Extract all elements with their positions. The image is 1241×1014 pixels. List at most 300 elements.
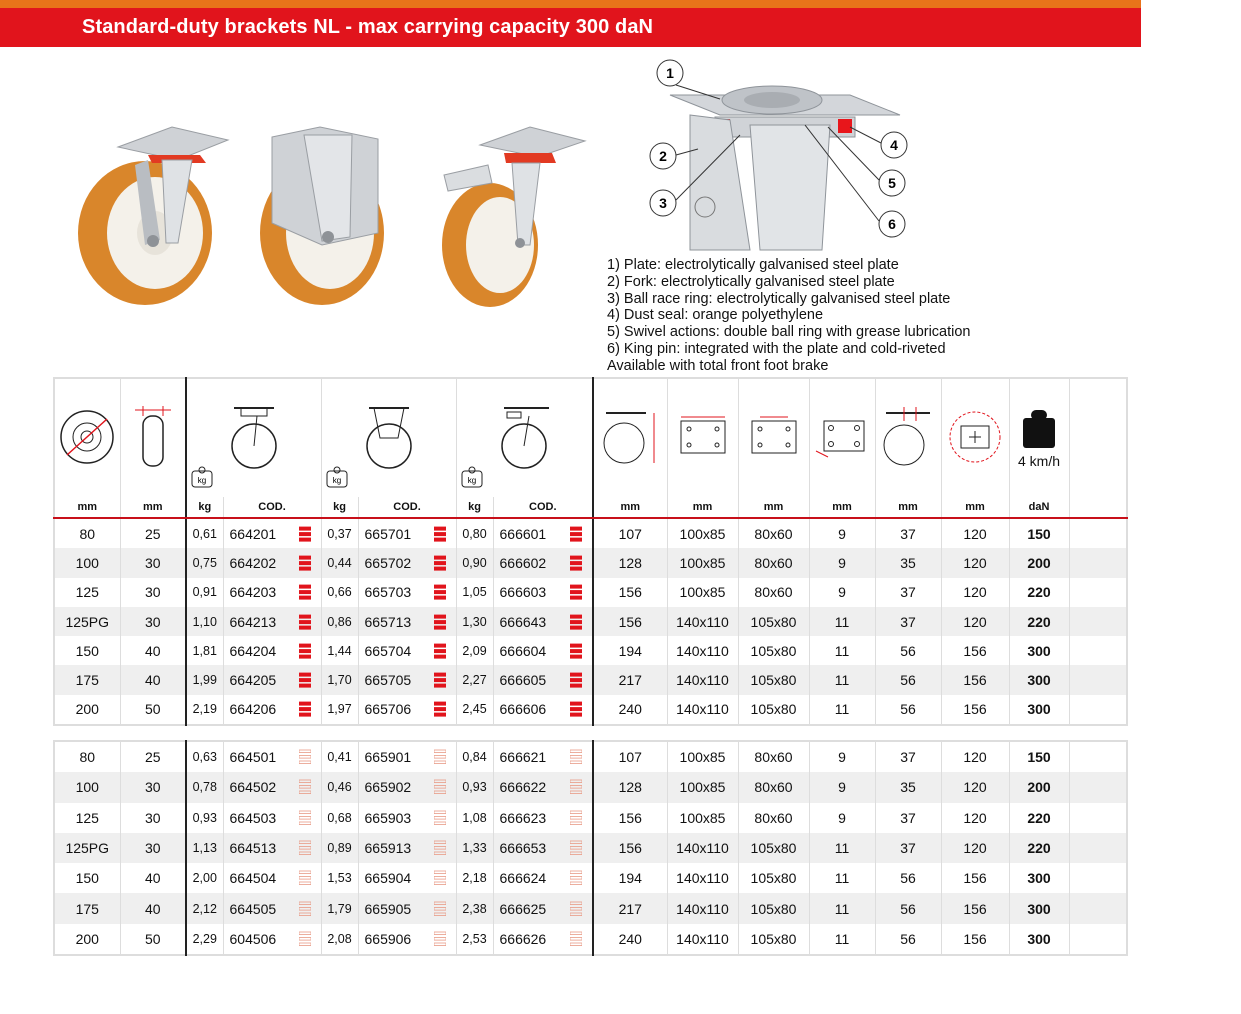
table-cell: 0,41 bbox=[321, 741, 358, 772]
table-cell bbox=[493, 518, 593, 548]
zinc-plated-marker-icon bbox=[570, 614, 582, 630]
unit: mm bbox=[738, 497, 809, 518]
table-cell: 156 bbox=[941, 665, 1009, 694]
table-row bbox=[54, 772, 1127, 802]
table-cell: 150 bbox=[1009, 518, 1069, 548]
table-cell: 105x80 bbox=[738, 924, 809, 955]
diagram-callout-1 bbox=[657, 60, 683, 86]
table-cell: 0,80 bbox=[456, 518, 493, 548]
stainless-marker-icon bbox=[299, 870, 311, 886]
table-cell: 217 bbox=[593, 665, 667, 694]
svg-text:2: 2 bbox=[659, 148, 667, 164]
plate-size-icon bbox=[667, 378, 738, 497]
unit: COD. bbox=[358, 497, 456, 518]
unit: daN bbox=[1009, 497, 1069, 518]
zinc-plated-marker-icon bbox=[570, 526, 582, 542]
table-cell: 80x60 bbox=[738, 803, 809, 833]
table-cell: 220 bbox=[1009, 607, 1069, 636]
product-code: 665713 bbox=[364, 613, 412, 630]
table-row bbox=[54, 636, 1127, 665]
table-cell: 105x80 bbox=[738, 636, 809, 665]
unit: mm bbox=[54, 497, 120, 518]
swivel-brake-castor-photo bbox=[442, 127, 585, 307]
table-cell: 0,89 bbox=[321, 833, 358, 863]
stainless-marker-icon bbox=[299, 779, 311, 795]
table-row bbox=[54, 803, 1127, 833]
svg-text:kg: kg bbox=[332, 476, 341, 485]
stainless-marker-icon bbox=[299, 840, 311, 856]
table-cell: 156 bbox=[593, 803, 667, 833]
table-cell bbox=[358, 518, 456, 548]
table-row bbox=[54, 518, 1127, 548]
legend-item: 4) Dust seal: orange polyethylene bbox=[607, 307, 824, 324]
table-cell: 0,90 bbox=[456, 548, 493, 577]
table-cell bbox=[223, 772, 321, 802]
table-cell: 2,08 bbox=[321, 924, 358, 955]
table-cell: 300 bbox=[1009, 636, 1069, 665]
overall-height-icon bbox=[593, 378, 667, 497]
table-cell bbox=[493, 665, 593, 694]
unit: mm bbox=[875, 497, 941, 518]
table-cell: 30 bbox=[120, 803, 186, 833]
table-row bbox=[54, 833, 1127, 863]
table-cell: 140x110 bbox=[667, 833, 738, 863]
product-code: 664513 bbox=[229, 840, 277, 857]
table-cell: 156 bbox=[941, 636, 1009, 665]
stainless-marker-icon bbox=[434, 931, 446, 947]
table-cell: 220 bbox=[1009, 578, 1069, 607]
table-cell-empty bbox=[1069, 924, 1127, 955]
table-cell-empty bbox=[1069, 833, 1127, 863]
table-cell: 80x60 bbox=[738, 518, 809, 548]
stainless-marker-icon bbox=[299, 931, 311, 947]
table-cell bbox=[223, 607, 321, 636]
legend-item: 5) Swivel actions: double ball ring with grease lubrication bbox=[607, 324, 971, 341]
product-code: 664501 bbox=[229, 749, 277, 766]
table-cell: 100x85 bbox=[667, 548, 738, 577]
table-cell: 120 bbox=[941, 578, 1009, 607]
bolt-hole-diameter-icon bbox=[809, 378, 875, 497]
table-cell: 80x60 bbox=[738, 772, 809, 802]
svg-text:4: 4 bbox=[890, 137, 898, 153]
product-code: 664203 bbox=[229, 584, 277, 601]
product-code: 665706 bbox=[364, 701, 412, 718]
table-cell: 0,37 bbox=[321, 518, 358, 548]
table-cell bbox=[493, 636, 593, 665]
table-cell: 128 bbox=[593, 548, 667, 577]
table-cell bbox=[493, 607, 593, 636]
table-cell: 11 bbox=[809, 636, 875, 665]
table-cell: 2,18 bbox=[456, 863, 493, 893]
table-cell: 11 bbox=[809, 833, 875, 863]
table-cell: 220 bbox=[1009, 833, 1069, 863]
swivel-radius-icon bbox=[941, 378, 1009, 497]
product-code: 665913 bbox=[364, 840, 412, 857]
table-cell: 100 bbox=[54, 772, 120, 802]
table-cell: 240 bbox=[593, 924, 667, 955]
table-cell: 150 bbox=[54, 863, 120, 893]
table-cell: 2,53 bbox=[456, 924, 493, 955]
table-cell bbox=[223, 833, 321, 863]
table-row bbox=[54, 863, 1127, 893]
product-code: 665705 bbox=[364, 672, 412, 689]
table-cell: 2,00 bbox=[186, 863, 223, 893]
table-cell: 120 bbox=[941, 518, 1009, 548]
table-cell: 2,09 bbox=[456, 636, 493, 665]
table-cell bbox=[223, 803, 321, 833]
table-cell: 30 bbox=[120, 833, 186, 863]
product-code: 666602 bbox=[499, 554, 547, 571]
table-cell: 1,99 bbox=[186, 665, 223, 694]
page-title: Standard-duty brackets NL - max carrying capacity 300 daN bbox=[82, 16, 654, 38]
table-cell: 30 bbox=[120, 607, 186, 636]
table-cell bbox=[493, 803, 593, 833]
spec-table-second bbox=[53, 740, 1128, 956]
empty-header-cell bbox=[1069, 378, 1127, 497]
stainless-marker-icon bbox=[434, 870, 446, 886]
table-row bbox=[54, 578, 1127, 607]
table-cell: 1,10 bbox=[186, 607, 223, 636]
table-cell-empty bbox=[1069, 772, 1127, 802]
table-cell-empty bbox=[1069, 741, 1127, 772]
table-cell: 56 bbox=[875, 924, 941, 955]
product-code: 665701 bbox=[364, 525, 412, 542]
diagram-callout-3 bbox=[650, 190, 676, 216]
table-cell: 9 bbox=[809, 772, 875, 802]
table-cell bbox=[223, 924, 321, 955]
table-cell: 37 bbox=[875, 578, 941, 607]
table-cell: 107 bbox=[593, 518, 667, 548]
table-cell: 9 bbox=[809, 741, 875, 772]
stainless-marker-icon bbox=[434, 901, 446, 917]
product-code: 666603 bbox=[499, 584, 547, 601]
table-cell: 240 bbox=[593, 695, 667, 725]
table-cell: 25 bbox=[120, 741, 186, 772]
fixed-castor-photo bbox=[260, 127, 384, 305]
table-cell: 194 bbox=[593, 636, 667, 665]
table-cell-empty bbox=[1069, 578, 1127, 607]
table-row bbox=[54, 548, 1127, 577]
table-cell bbox=[493, 695, 593, 725]
table-cell: 156 bbox=[941, 695, 1009, 725]
table-cell: 200 bbox=[54, 924, 120, 955]
table-row bbox=[54, 741, 1127, 772]
table-cell: 40 bbox=[120, 636, 186, 665]
table-cell bbox=[358, 695, 456, 725]
table-cell: 9 bbox=[809, 518, 875, 548]
zinc-plated-marker-icon bbox=[299, 672, 311, 688]
table-cell: 120 bbox=[941, 772, 1009, 802]
table-cell: 50 bbox=[120, 695, 186, 725]
stainless-marker-icon bbox=[434, 840, 446, 856]
table-cell: 40 bbox=[120, 893, 186, 923]
zinc-plated-marker-icon bbox=[434, 643, 446, 659]
table-cell bbox=[493, 833, 593, 863]
unit: mm bbox=[941, 497, 1009, 518]
wheel-width-icon bbox=[120, 378, 186, 497]
product-code: 664505 bbox=[229, 900, 277, 917]
stainless-marker-icon bbox=[570, 749, 582, 765]
kg-icon bbox=[191, 466, 213, 491]
table-cell: 56 bbox=[875, 636, 941, 665]
swivel-castor-photo bbox=[78, 127, 228, 305]
zinc-plated-marker-icon bbox=[299, 701, 311, 717]
stainless-marker-icon bbox=[299, 810, 311, 826]
table-cell bbox=[358, 665, 456, 694]
table-cell-empty bbox=[1069, 803, 1127, 833]
table-cell: 120 bbox=[941, 548, 1009, 577]
table-cell: 105x80 bbox=[738, 833, 809, 863]
table-cell: 1,70 bbox=[321, 665, 358, 694]
zinc-plated-marker-icon bbox=[434, 701, 446, 717]
product-code: 664213 bbox=[229, 613, 277, 630]
product-code: 665901 bbox=[364, 749, 412, 766]
stainless-marker-icon bbox=[570, 840, 582, 856]
table-cell: 0,91 bbox=[186, 578, 223, 607]
table-cell-empty bbox=[1069, 548, 1127, 577]
table-cell: 80x60 bbox=[738, 548, 809, 577]
table-cell: 56 bbox=[875, 695, 941, 725]
table-cell: 1,13 bbox=[186, 833, 223, 863]
table-cell: 35 bbox=[875, 548, 941, 577]
product-code: 664205 bbox=[229, 672, 277, 689]
table-cell: 175 bbox=[54, 665, 120, 694]
table-cell: 105x80 bbox=[738, 893, 809, 923]
product-code: 665703 bbox=[364, 584, 412, 601]
table-cell-empty bbox=[1069, 665, 1127, 694]
table-cell: 175 bbox=[54, 893, 120, 923]
legend-item: 6) King pin: integrated with the plate and cold-riveted bbox=[607, 340, 946, 357]
table-cell: 2,19 bbox=[186, 695, 223, 725]
table-cell: 100x85 bbox=[667, 578, 738, 607]
table-cell: 156 bbox=[941, 863, 1009, 893]
table-cell: 0,61 bbox=[186, 518, 223, 548]
unit: mm bbox=[593, 497, 667, 518]
table-cell: 1,53 bbox=[321, 863, 358, 893]
table-cell: 56 bbox=[875, 665, 941, 694]
table-cell: 0,68 bbox=[321, 803, 358, 833]
stainless-marker-icon bbox=[570, 779, 582, 795]
table-cell: 40 bbox=[120, 665, 186, 694]
table-cell: 50 bbox=[120, 924, 186, 955]
table-cell: 120 bbox=[941, 741, 1009, 772]
banner-top-stripe bbox=[0, 0, 1141, 8]
product-code: 665704 bbox=[364, 642, 412, 659]
table-cell: 140x110 bbox=[667, 636, 738, 665]
table-cell: 0,86 bbox=[321, 607, 358, 636]
table-cell: 0,46 bbox=[321, 772, 358, 802]
stainless-marker-icon bbox=[570, 810, 582, 826]
product-code: 666622 bbox=[499, 779, 547, 796]
component-legend bbox=[607, 257, 971, 375]
table-cell: 11 bbox=[809, 863, 875, 893]
table-cell: 1,81 bbox=[186, 636, 223, 665]
table-cell bbox=[223, 518, 321, 548]
table-cell bbox=[358, 893, 456, 923]
fixed-castor-icon bbox=[321, 378, 456, 497]
table-cell: 105x80 bbox=[738, 665, 809, 694]
table-cell: 140x110 bbox=[667, 665, 738, 694]
zinc-plated-marker-icon bbox=[299, 614, 311, 630]
table-cell: 0,93 bbox=[186, 803, 223, 833]
table-cell bbox=[493, 772, 593, 802]
product-code: 666621 bbox=[499, 749, 547, 766]
svg-text:kg: kg bbox=[197, 476, 207, 485]
table-cell bbox=[358, 548, 456, 577]
table-cell: 156 bbox=[593, 833, 667, 863]
product-code: 665905 bbox=[364, 900, 412, 917]
table-cell: 30 bbox=[120, 772, 186, 802]
table-cell: 120 bbox=[941, 833, 1009, 863]
table-cell: 300 bbox=[1009, 863, 1069, 893]
table-cell: 105x80 bbox=[738, 863, 809, 893]
table-cell: 140x110 bbox=[667, 893, 738, 923]
stainless-marker-icon bbox=[434, 810, 446, 826]
table-cell: 156 bbox=[593, 607, 667, 636]
castor-section-diagram bbox=[600, 55, 920, 255]
table-cell: 120 bbox=[941, 607, 1009, 636]
speed-label: 4 km/h bbox=[1017, 452, 1060, 469]
kg-icon bbox=[326, 466, 348, 491]
table-cell-empty bbox=[1069, 636, 1127, 665]
product-code: 666624 bbox=[499, 870, 547, 887]
table-cell: 9 bbox=[809, 548, 875, 577]
table-cell: 80 bbox=[54, 518, 120, 548]
table-cell: 11 bbox=[809, 695, 875, 725]
table-cell: 2,45 bbox=[456, 695, 493, 725]
table-cell bbox=[358, 578, 456, 607]
product-code: 666604 bbox=[499, 642, 547, 659]
table-cell: 125 bbox=[54, 803, 120, 833]
table-cell: 0,75 bbox=[186, 548, 223, 577]
product-code: 664202 bbox=[229, 554, 277, 571]
unit: mm bbox=[809, 497, 875, 518]
unit: mm bbox=[667, 497, 738, 518]
zinc-plated-marker-icon bbox=[570, 555, 582, 571]
zinc-plated-marker-icon bbox=[299, 555, 311, 571]
diagram-callout-2 bbox=[650, 143, 676, 169]
legend-note: Available with total front foot brake bbox=[607, 357, 829, 374]
table-row bbox=[54, 695, 1127, 725]
table-cell: 11 bbox=[809, 607, 875, 636]
table-cell bbox=[223, 863, 321, 893]
table-cell: 56 bbox=[875, 863, 941, 893]
table-cell: 1,30 bbox=[456, 607, 493, 636]
table-cell: 100x85 bbox=[667, 803, 738, 833]
table-cell: 300 bbox=[1009, 695, 1069, 725]
svg-text:6: 6 bbox=[888, 216, 896, 232]
table-cell: 56 bbox=[875, 893, 941, 923]
zinc-plated-marker-icon bbox=[299, 643, 311, 659]
unit: COD. bbox=[493, 497, 593, 518]
table-cell: 107 bbox=[593, 741, 667, 772]
table-cell: 120 bbox=[941, 803, 1009, 833]
product-code: 666653 bbox=[499, 840, 547, 857]
table-cell: 140x110 bbox=[667, 607, 738, 636]
zinc-plated-marker-icon bbox=[434, 672, 446, 688]
table-cell: 2,29 bbox=[186, 924, 223, 955]
table-cell: 40 bbox=[120, 863, 186, 893]
table-cell bbox=[358, 863, 456, 893]
product-code: 664204 bbox=[229, 642, 277, 659]
legend-item: 1) Plate: electrolytically galvanised steel plate bbox=[607, 257, 899, 273]
table-cell: 150 bbox=[1009, 741, 1069, 772]
table-cell: 200 bbox=[54, 695, 120, 725]
kg-icon bbox=[461, 466, 483, 491]
table-cell bbox=[358, 772, 456, 802]
table-row bbox=[54, 924, 1127, 955]
table-cell bbox=[223, 695, 321, 725]
svg-text:5: 5 bbox=[888, 175, 896, 191]
table-cell: 300 bbox=[1009, 665, 1069, 694]
diagram-callout-4 bbox=[881, 132, 907, 158]
table-cell: 2,27 bbox=[456, 665, 493, 694]
product-code: 666606 bbox=[499, 701, 547, 718]
table-cell: 125 bbox=[54, 578, 120, 607]
table-cell: 80x60 bbox=[738, 578, 809, 607]
table-cell: 0,44 bbox=[321, 548, 358, 577]
table-cell bbox=[493, 863, 593, 893]
zinc-plated-marker-icon bbox=[299, 584, 311, 600]
zinc-plated-marker-icon bbox=[570, 701, 582, 717]
table-cell: 125PG bbox=[54, 607, 120, 636]
table-cell: 30 bbox=[120, 548, 186, 577]
product-code: 666605 bbox=[499, 672, 547, 689]
table-cell bbox=[358, 741, 456, 772]
table-cell: 125PG bbox=[54, 833, 120, 863]
table-cell: 11 bbox=[809, 665, 875, 694]
zinc-plated-marker-icon bbox=[434, 526, 446, 542]
product-code: 665903 bbox=[364, 809, 412, 826]
table-cell: 194 bbox=[593, 863, 667, 893]
unit: COD. bbox=[223, 497, 321, 518]
product-code: 664503 bbox=[229, 809, 277, 826]
unit: kg bbox=[456, 497, 493, 518]
table-cell: 100 bbox=[54, 548, 120, 577]
unit-row bbox=[54, 497, 1127, 518]
table-cell: 140x110 bbox=[667, 863, 738, 893]
product-code: 664206 bbox=[229, 701, 277, 718]
table-cell: 100x85 bbox=[667, 741, 738, 772]
table-cell-empty bbox=[1069, 863, 1127, 893]
table-cell: 1,44 bbox=[321, 636, 358, 665]
product-code: 666601 bbox=[499, 525, 547, 542]
table-cell bbox=[493, 578, 593, 607]
table-cell: 220 bbox=[1009, 803, 1069, 833]
table-cell: 1,97 bbox=[321, 695, 358, 725]
table-cell: 37 bbox=[875, 518, 941, 548]
stainless-marker-icon bbox=[299, 749, 311, 765]
table-cell: 100x85 bbox=[667, 518, 738, 548]
wheel-diameter-icon bbox=[54, 378, 120, 497]
table-cell bbox=[358, 924, 456, 955]
stainless-marker-icon bbox=[570, 931, 582, 947]
table-cell bbox=[223, 636, 321, 665]
rows-b-body bbox=[54, 741, 1127, 955]
table-cell: 0,84 bbox=[456, 741, 493, 772]
product-code: 665702 bbox=[364, 554, 412, 571]
product-code: 664502 bbox=[229, 779, 277, 796]
table-cell: 128 bbox=[593, 772, 667, 802]
table-cell: 9 bbox=[809, 803, 875, 833]
table-cell: 140x110 bbox=[667, 695, 738, 725]
table-cell: 105x80 bbox=[738, 607, 809, 636]
product-code: 666623 bbox=[499, 809, 547, 826]
diagram-callout-5 bbox=[879, 170, 905, 196]
table-cell-empty bbox=[1069, 518, 1127, 548]
unit: kg bbox=[186, 497, 223, 518]
product-code: 604506 bbox=[229, 930, 277, 947]
